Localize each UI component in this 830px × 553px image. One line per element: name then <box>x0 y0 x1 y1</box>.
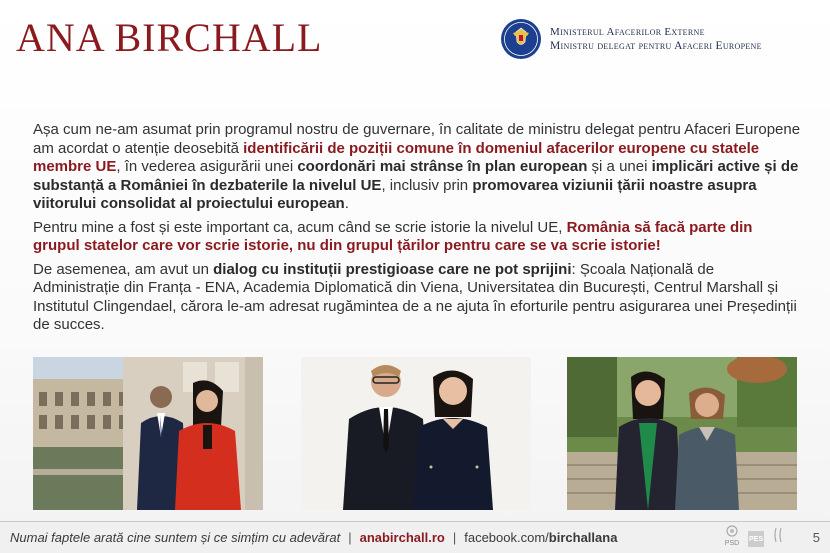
partner-logo <box>772 526 790 547</box>
facebook-link[interactable] <box>464 530 617 545</box>
romania-coat-of-arms-icon <box>500 18 542 60</box>
facebook-prefix: facebook.com/ <box>464 530 549 545</box>
highlight-text: România să facă parte din grupul statelor care vor scrie istorie, nu din grupul țărilor pentru care se va scrie istorie! <box>33 218 753 254</box>
psd-logo-label: PSD <box>724 540 740 547</box>
text-run: . <box>344 195 349 212</box>
text-run: și a unei <box>587 158 652 175</box>
emphasis-text: dialog cu instituții prestigioase care ne pot sprijini <box>213 260 572 278</box>
ministry-name: Ministerul Afacerilor Externe <box>550 26 705 38</box>
pes-logo-label: PES <box>748 536 763 543</box>
footer-separator: | <box>348 530 352 545</box>
website-link[interactable]: anabirchall.ro <box>359 530 445 545</box>
highlight-text: identificării de poziții comune în domeniul afacerilor europene cu statele membre UE <box>33 139 760 175</box>
emphasis-text: implicări active și de substanță a României în dezbaterile la nivelul UE <box>33 158 799 194</box>
text-run: Pentru mine a fost și este important ca, acum când se scrie istorie la nivelul UE, <box>33 218 567 236</box>
facebook-handle: birchallana <box>548 530 618 545</box>
emphasis-text: coordonări mai strânse în plan european <box>297 158 588 175</box>
emphasis-text: promovarea viziunii țării noastre asupra viitorului consolidat al proiectului european <box>33 176 757 212</box>
photo-balcony <box>33 357 263 510</box>
page-title: ANA BIRCHALL <box>16 15 323 60</box>
psd-logo <box>724 525 740 548</box>
ministry-role: Ministru delegat pentru Afaceri Europene <box>550 40 762 52</box>
footer-slogan: Numai faptele arată cine suntem și ce simțim cu adevărat <box>10 530 341 545</box>
pes-logo <box>746 529 766 544</box>
main-content <box>33 121 803 340</box>
partner-mark-icon <box>772 526 790 544</box>
paragraph-2 <box>33 219 803 256</box>
ministry-text <box>550 25 762 53</box>
ministry-header <box>500 18 762 60</box>
footer-separator: | <box>452 530 457 545</box>
text-run: De asemenea, am avut un <box>33 260 214 278</box>
paragraph-3 <box>33 261 803 335</box>
footer <box>0 522 830 553</box>
text-run: : Școala Națională de Administrație din Franța - ENA, Academia Diplomatică din Viena, Universitatea din București, Centrul Marshall și Institutul Clingendael, cărora le-am adresat rugămintea de a ne ajuta în eforturile pentru asigurarea unei Președinții de succes. <box>33 260 797 333</box>
paragraph-1 <box>33 121 803 214</box>
text-run: , în vederea asigurării unei <box>116 158 298 175</box>
text-run: , inclusiv prin <box>381 176 473 194</box>
photo-meeting <box>301 357 531 510</box>
party-logos <box>724 525 790 548</box>
text-run: Așa cum ne-am asumat prin programul nostru de guvernare, în calitate de ministru delegat pentru Afaceri Europene am acordat o atenție deosebită <box>33 121 801 157</box>
photo-garden <box>567 357 797 510</box>
page-number: 5 <box>812 530 820 545</box>
rose-icon <box>724 525 740 537</box>
